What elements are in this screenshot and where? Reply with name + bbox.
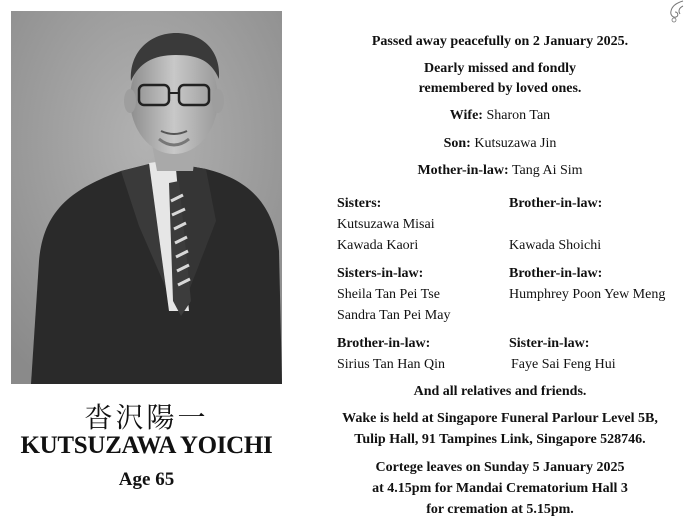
mother-in-law-line (320, 163, 680, 179)
opening-line: Passed away peacefully on 2 January 2025. (371, 34, 629, 49)
missed-line-1: Dearly missed and fondly (423, 61, 577, 76)
brother-in-law-label: Brother-in-law: (509, 196, 603, 211)
son-line (320, 136, 680, 152)
wife-name: Sharon Tan (486, 108, 551, 123)
sister-in-law-name: Sandra Tan Pei May (337, 308, 451, 323)
floral-ornament-icon (662, 0, 684, 26)
cortege-line-1: Cortege leaves on Sunday 5 January 2025 (375, 460, 625, 475)
missed-line-2: remembered by loved ones. (418, 81, 582, 96)
brother-in-law-label-3: Brother-in-law: (337, 336, 431, 351)
son-name: Kutsuzawa Jin (474, 136, 557, 151)
wake-line-1: Wake is held at Singapore Funeral Parlour Level 5B, (342, 411, 658, 426)
wife-label: Wife: (449, 108, 483, 123)
deceased-name-cjk: 沓沢陽一 (84, 401, 209, 434)
cortege-line-2: at 4.15pm for Mandai Crematorium Hall 3 (372, 481, 628, 496)
sisters-in-law-label: Sisters-in-law: (337, 266, 424, 281)
mother-in-law-label: Mother-in-law: (417, 163, 509, 178)
brother-in-law-name-3: Sirius Tan Han Qin (337, 357, 446, 372)
mother-in-law-name: Tang Ai Sim (511, 163, 583, 178)
sister-name: Kutsuzawa Misai (337, 217, 435, 232)
relatives-line: And all relatives and friends. (413, 384, 587, 399)
cortege-line-3: for cremation at 5.15pm. (426, 502, 574, 517)
wife-line (320, 108, 680, 124)
deceased-name: KUTSUZAWA YOICHI (20, 432, 273, 459)
son-label: Son: (443, 136, 471, 151)
deceased-age: Age 65 (118, 469, 175, 490)
sister-name: Kawada Kaori (337, 238, 419, 253)
wake-line-2: Tulip Hall, 91 Tampines Link, Singapore 528746. (354, 432, 646, 447)
sisters-label: Sisters: (337, 196, 382, 211)
portrait-photo (11, 11, 282, 384)
sister-in-law-name-2: Faye Sai Feng Hui (511, 357, 616, 372)
brother-in-law-label-2: Brother-in-law: (509, 266, 603, 281)
sister-in-law-name: Sheila Tan Pei Tse (337, 287, 440, 302)
brother-in-law-name: Kawada Shoichi (509, 238, 602, 253)
sister-in-law-label-2: Sister-in-law: (509, 336, 590, 351)
brother-in-law-name-2: Humphrey Poon Yew Meng (509, 287, 666, 302)
